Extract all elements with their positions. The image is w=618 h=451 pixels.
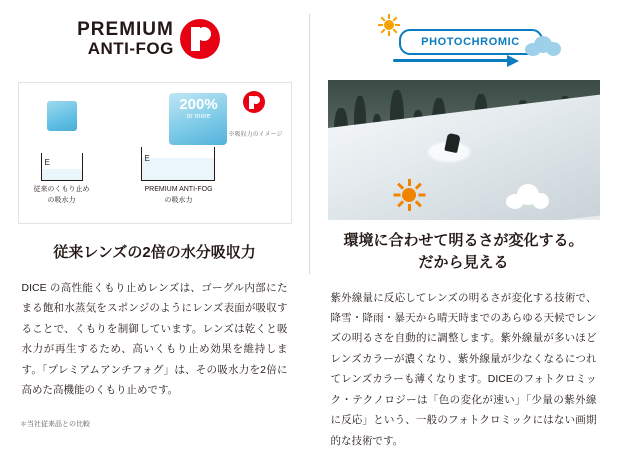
- caption-premium: [119, 185, 239, 206]
- right-heading-line1: 環境に合わせて明るさが変化する。: [330, 230, 598, 252]
- dice-p-logo-icon-small: [243, 91, 265, 113]
- beaker-label-conventional: E: [45, 158, 50, 167]
- beaker-water-premium: [142, 158, 214, 180]
- beaker-water-conventional: [42, 169, 82, 180]
- water-absorption-illustration: [18, 82, 292, 224]
- arrow-right-icon: [393, 55, 523, 67]
- sponge-small-icon: [47, 101, 77, 131]
- right-heading: [330, 230, 598, 274]
- absorption-percent: [171, 97, 227, 120]
- logo-premium-text: PREMIUM: [77, 20, 174, 41]
- dice-p-logo-icon: [180, 19, 220, 59]
- snow-forest-skier-photo: [328, 80, 600, 220]
- left-heading: 従来レンズの2倍の水分吸収力: [21, 242, 289, 264]
- caption-conventional-line2: の吸水力: [25, 196, 99, 207]
- caption-premium-line2: の吸水力: [119, 196, 239, 207]
- right-heading-line2: だから見える: [330, 252, 598, 274]
- caption-conventional-line1: 従来のくもり止め: [25, 185, 99, 196]
- caption-premium-line1: PREMIUM ANTI-FOG: [119, 185, 239, 196]
- right-column: [309, 0, 618, 435]
- right-body-text: 紫外線量に反応してレンズの明るさが変化する技術で、降雪・降雨・暴天から晴天時までのあらゆる天候でレンズの明るさを自動的に調整します。紫外線量が多いほどレンズカラーが濃くなり、紫外線量が少なくなるにつれてレンズカラーも薄くなります。DICEのフォトクロミック・テクノロジーは「色の変化が速い」「少量の紫外線に反応」という、一般のフォトクロミックにはない画期的な技術です。: [331, 288, 597, 451]
- illustration-note: ※吸収力のイメージ: [229, 129, 283, 138]
- photochromic-label-pill: [399, 29, 543, 55]
- premium-antifog-logo: [0, 0, 309, 78]
- cloud-icon: [506, 182, 550, 210]
- cloud-icon: [523, 33, 563, 57]
- left-column: [0, 0, 309, 435]
- sun-icon: [379, 15, 399, 35]
- left-body-text: DICE の高性能くもり止めレンズは、ゴーグル内部にたまる飽和水蒸気をスポンジのようにレンズ表面が吸収することで、くもりを制御しています。レンズは乾くと吸水力が再生するため、高いくもり止め効果を維持します。「プレミアムアンチフォグ」は、その吸水力を2倍に高めた高機能のくもり止めです。: [22, 278, 288, 401]
- beaker-premium: [141, 147, 215, 181]
- caption-conventional: [25, 185, 99, 206]
- left-footnote: ＊当社従来品との比較: [20, 419, 90, 429]
- beaker-conventional: [41, 153, 83, 181]
- sun-icon: [394, 180, 424, 210]
- photochromic-badge: [309, 0, 618, 78]
- absorption-percent-suffix: or more: [171, 113, 227, 120]
- absorption-percent-value: 200%: [171, 97, 227, 113]
- logo-antifog-text: ANTI-FOG: [77, 40, 174, 58]
- beaker-label-premium: E: [145, 154, 150, 163]
- photochromic-label: PHOTOCHROMIC: [421, 36, 520, 48]
